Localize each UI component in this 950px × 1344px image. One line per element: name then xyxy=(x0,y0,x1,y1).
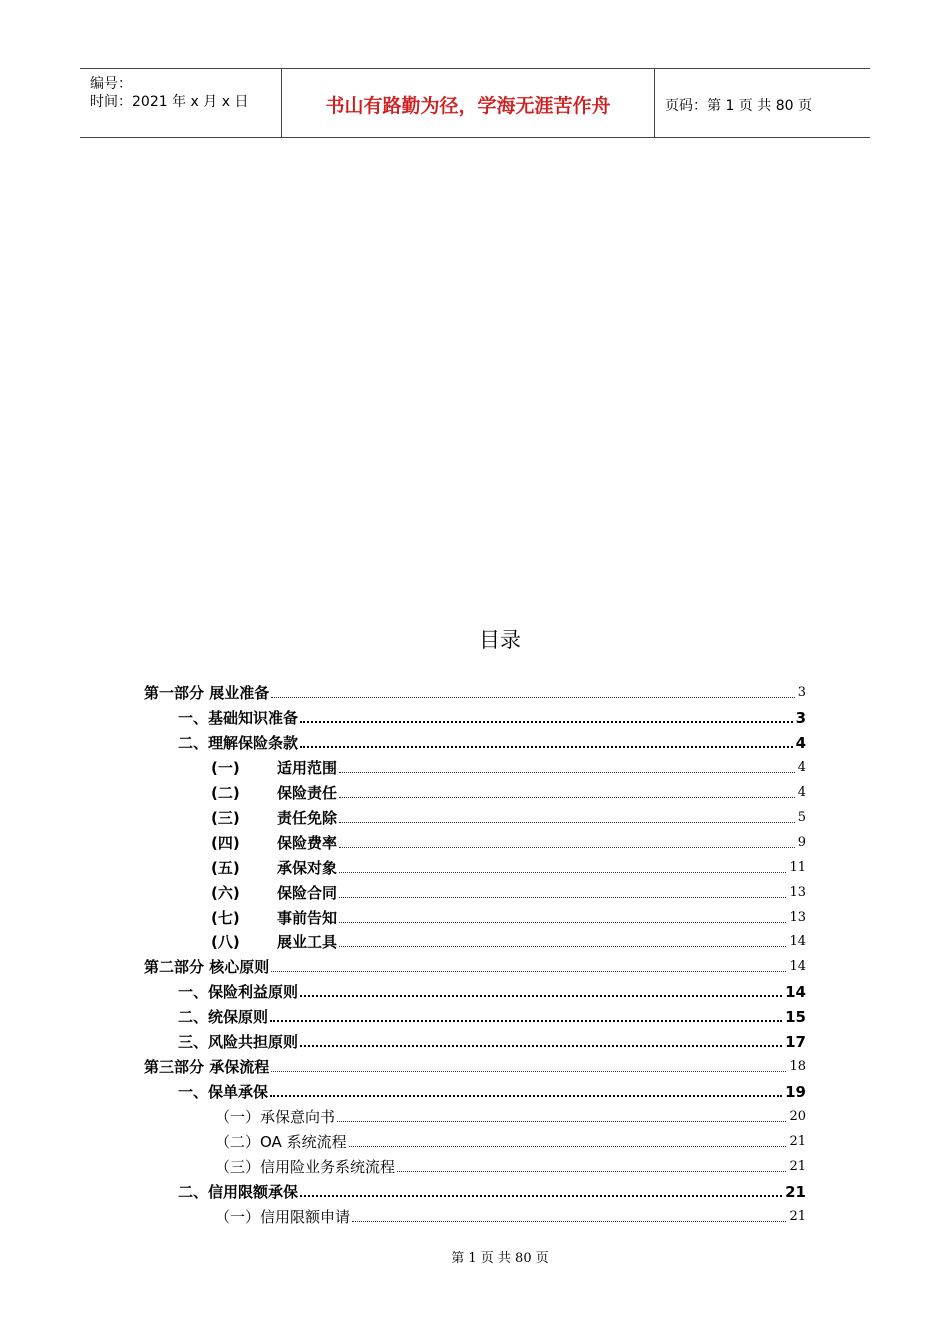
toc-entry-page: 20 xyxy=(789,1109,806,1124)
toc-leader xyxy=(300,746,793,748)
toc-entry-page: 3 xyxy=(797,685,806,700)
toc-entry-number: (三) xyxy=(211,809,240,827)
toc-entry-page: 14 xyxy=(785,983,806,1001)
toc-entry-page: 13 xyxy=(789,885,806,900)
toc-entry[interactable] xyxy=(211,905,806,927)
toc-entry-page: 21 xyxy=(785,1183,806,1201)
toc-entry-page: 4 xyxy=(795,734,806,752)
toc-entry-page: 17 xyxy=(785,1033,806,1051)
toc-entry-number: (七) xyxy=(211,909,240,927)
toc-entry-page: 15 xyxy=(785,1008,806,1026)
toc-leader xyxy=(349,1146,787,1147)
toc-entry[interactable] xyxy=(178,730,806,752)
toc-entry[interactable] xyxy=(215,1154,806,1176)
toc-entry-label: 一、基础知识准备 xyxy=(178,709,299,727)
toc-entry-label: 事前告知 xyxy=(277,909,338,927)
toc-entry[interactable] xyxy=(211,805,806,827)
toc-entry-page: 14 xyxy=(789,959,806,974)
toc-title: 目录 xyxy=(479,628,521,652)
toc-leader xyxy=(339,946,786,947)
toc-entry[interactable] xyxy=(211,830,806,852)
toc-entry-label: （一）信用限额申请 xyxy=(215,1208,351,1226)
toc-leader xyxy=(300,721,793,723)
toc-entry-label: 二、理解保险条款 xyxy=(178,734,299,752)
toc-entry-label: 第一部分 展业准备 xyxy=(144,684,270,702)
toc-entry-number: (二) xyxy=(211,784,240,802)
toc-entry[interactable] xyxy=(144,954,806,976)
toc-entry-label: 二、统保原则 xyxy=(178,1008,269,1026)
toc-entry-number: (六) xyxy=(211,884,240,902)
toc-leader xyxy=(300,1195,782,1197)
toc-entry-page: 11 xyxy=(789,860,806,875)
toc-entry[interactable] xyxy=(178,1179,806,1201)
toc-entry-label: 保险费率 xyxy=(277,834,338,852)
toc-entry-label: （三）信用险业务系统流程 xyxy=(215,1158,396,1176)
toc-entry[interactable] xyxy=(211,929,806,951)
toc-entry[interactable] xyxy=(178,1079,806,1101)
doc-time-label: 时间：2021 年 x 月 x 日 xyxy=(90,94,249,110)
toc-entry-page: 21 xyxy=(789,1209,806,1224)
header-page-cell xyxy=(655,69,870,137)
toc-entry-label: 二、信用限额承保 xyxy=(178,1183,299,1201)
toc-entry-label: （二）OA 系统流程 xyxy=(215,1133,347,1151)
toc-entry-page: 19 xyxy=(785,1083,806,1101)
toc-entry[interactable] xyxy=(178,705,806,727)
toc-entry[interactable] xyxy=(211,780,806,802)
toc-entry-label: 第二部分 核心原则 xyxy=(144,958,270,976)
toc-leader xyxy=(271,1071,786,1072)
toc-entry[interactable] xyxy=(178,1004,806,1026)
toc-entry-label: （一）承保意向书 xyxy=(215,1108,336,1126)
header-meta-cell xyxy=(80,69,282,137)
toc-leader xyxy=(339,822,795,823)
toc-entry[interactable] xyxy=(215,1104,806,1126)
toc-leader xyxy=(352,1221,786,1222)
toc-entry[interactable] xyxy=(215,1204,806,1226)
toc-entry-page: 21 xyxy=(789,1134,806,1149)
doc-number-label: 编号： xyxy=(90,76,132,92)
toc-entry-page: 3 xyxy=(795,709,806,727)
toc-entry-label: 一、保险利益原则 xyxy=(178,983,299,1001)
toc-leader xyxy=(339,797,795,798)
toc-entry-page: 4 xyxy=(797,785,806,800)
toc-leader xyxy=(339,772,795,773)
toc-leader xyxy=(339,872,786,873)
toc-entry-label: 第三部分 承保流程 xyxy=(144,1058,270,1076)
header-table xyxy=(80,68,870,138)
toc-leader xyxy=(397,1171,786,1172)
toc-leader xyxy=(300,995,782,997)
toc-entry-label: 保险责任 xyxy=(277,784,338,802)
toc-entry-label: 展业工具 xyxy=(277,933,338,951)
toc-leader xyxy=(339,897,786,898)
page-footer: 第 1 页 共 80 页 xyxy=(451,1251,549,1266)
toc-entry-page: 18 xyxy=(789,1059,806,1074)
toc-entry-number: (八) xyxy=(211,933,240,951)
toc-entry[interactable] xyxy=(211,855,806,877)
toc-entry[interactable] xyxy=(211,755,806,777)
toc-leader xyxy=(270,1095,782,1097)
toc-entry-label: 保险合同 xyxy=(277,884,338,902)
toc-entry[interactable] xyxy=(178,979,806,1001)
toc-entry[interactable] xyxy=(144,1054,806,1076)
toc-entry-label: 承保对象 xyxy=(277,859,338,877)
toc-leader xyxy=(339,922,786,923)
toc-entry-label: 适用范围 xyxy=(277,759,338,777)
toc-leader xyxy=(270,1020,782,1022)
toc-entry-page: 13 xyxy=(789,910,806,925)
toc-leader xyxy=(337,1121,786,1122)
toc-entry[interactable] xyxy=(215,1129,806,1151)
toc-entry[interactable] xyxy=(144,680,806,702)
toc-entry-label: 责任免除 xyxy=(277,809,338,827)
toc-entry-page: 14 xyxy=(789,934,806,949)
toc-entry-page: 5 xyxy=(797,810,806,825)
toc-leader xyxy=(339,847,795,848)
toc-entry-number: (一) xyxy=(211,759,240,777)
toc-entry-page: 9 xyxy=(797,835,806,850)
header-motto-cell xyxy=(282,69,655,137)
header-page-info: 页码：第 1 页 共 80 页 xyxy=(665,98,812,114)
toc-entry-label: 一、保单承保 xyxy=(178,1083,269,1101)
toc-leader xyxy=(300,1045,782,1047)
toc-entry-number: (四) xyxy=(211,834,240,852)
toc-leader xyxy=(271,697,794,698)
toc-entry-page: 21 xyxy=(789,1159,806,1174)
toc-entry-number: (五) xyxy=(211,859,240,877)
toc-entry-label: 三、风险共担原则 xyxy=(178,1033,299,1051)
toc-leader xyxy=(271,971,786,972)
toc-entry[interactable] xyxy=(211,880,806,902)
toc-entry[interactable] xyxy=(178,1029,806,1051)
toc-entry-page: 4 xyxy=(797,760,806,775)
header-motto: 书山有路勤为径，学海无涯苦作舟 xyxy=(325,95,611,117)
